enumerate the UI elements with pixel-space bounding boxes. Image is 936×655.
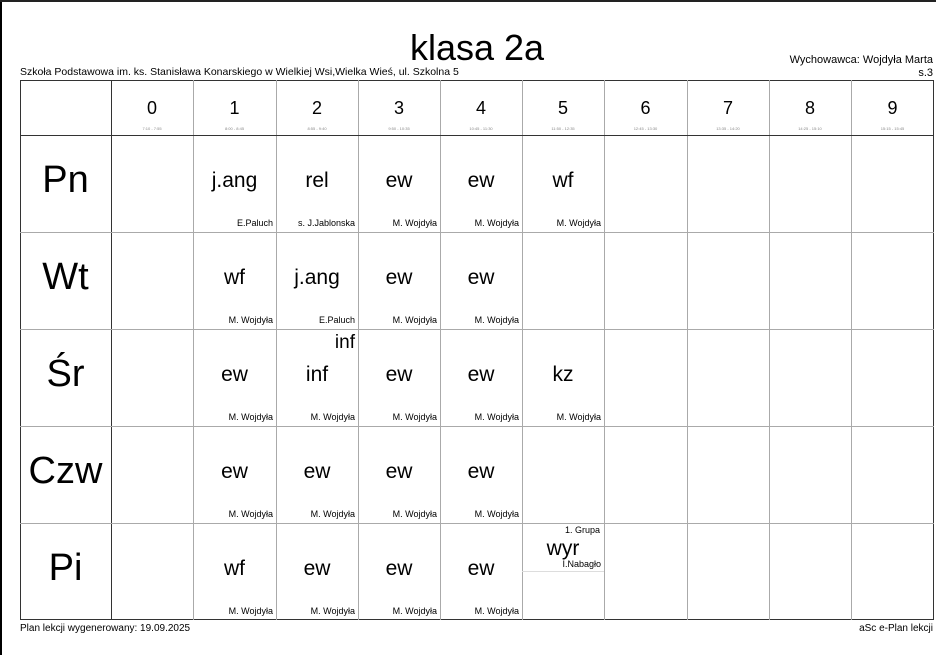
- lesson-teacher: M. Wojdyła: [556, 218, 601, 228]
- period-time: 14:25 - 15:10: [798, 126, 822, 131]
- lesson-subject: ew: [303, 460, 331, 483]
- lesson-cell[interactable]: [358, 329, 440, 426]
- period-header: [358, 80, 440, 135]
- period-time: 13:35 - 14:20: [716, 126, 740, 131]
- lesson-teacher: s. J.Jablonska: [297, 218, 355, 228]
- lesson-subject-extra: inf: [334, 332, 355, 353]
- lesson-cell[interactable]: [440, 135, 522, 232]
- lesson-cell[interactable]: [358, 426, 440, 523]
- lesson-subject: wf: [552, 169, 574, 192]
- lesson-cell[interactable]: [193, 329, 276, 426]
- period-header: [440, 80, 522, 135]
- lesson-teacher: E.Paluch: [318, 315, 355, 325]
- column-divider: [111, 80, 112, 620]
- column-divider: [851, 80, 852, 620]
- period-number: 4: [475, 98, 486, 118]
- lesson-teacher: M. Wojdyła: [392, 218, 437, 228]
- lesson-cell[interactable]: [193, 426, 276, 523]
- lesson-cell[interactable]: [440, 426, 522, 523]
- lesson-teacher: M. Wojdyła: [392, 606, 437, 616]
- period-header: [687, 80, 769, 135]
- period-time: 10:45 - 11:30: [469, 126, 493, 131]
- lesson-subject: ew: [385, 363, 413, 386]
- lesson-teacher: M. Wojdyła: [556, 412, 601, 422]
- lesson-cell[interactable]: [522, 329, 604, 426]
- lesson-cell[interactable]: [358, 232, 440, 329]
- tutor-name: Wychowawca: Wojdyła Marta: [789, 54, 933, 66]
- footer-brand: aSc e-Plan lekcji: [859, 623, 933, 634]
- lesson-subject: kz: [552, 363, 574, 386]
- period-number: 9: [887, 98, 898, 118]
- period-number: 8: [804, 98, 815, 118]
- period-number: 2: [311, 98, 322, 118]
- page-title: klasa 2a: [409, 27, 545, 68]
- period-number: 7: [722, 98, 733, 118]
- lesson-cell[interactable]: [440, 232, 522, 329]
- lesson-subject: ew: [385, 557, 413, 580]
- day-label: Wt: [42, 256, 89, 298]
- lesson-subject: ew: [467, 169, 495, 192]
- lesson-teacher: M. Wojdyła: [228, 315, 273, 325]
- page-frame-left: [0, 0, 2, 655]
- lesson-teacher: M. Wojdyła: [310, 412, 355, 422]
- lesson-teacher: M. Wojdyła: [228, 606, 273, 616]
- period-header: [111, 80, 193, 135]
- school-name: Szkoła Podstawowa im. ks. Stanisława Konarskiego w Wielkiej Wsi,Wielka Wieś, ul. Szkolna 5: [20, 66, 459, 78]
- lesson-subject: ew: [467, 266, 495, 289]
- column-divider: [769, 80, 770, 620]
- lesson-teacher: M. Wojdyła: [474, 218, 519, 228]
- period-time: 8:00 - 8:45: [224, 126, 245, 131]
- lesson-subject: ew: [303, 557, 331, 580]
- lesson-cell[interactable]: [440, 329, 522, 426]
- generated-date: Plan lekcji wygenerowany: 19.09.2025: [20, 623, 191, 634]
- lesson-subject: ew: [221, 363, 248, 386]
- lesson-cell[interactable]: [276, 135, 358, 232]
- period-header: [851, 80, 934, 135]
- lesson-subject: inf: [305, 363, 329, 386]
- lesson-subject: j.ang: [211, 169, 258, 192]
- day-label: Pi: [48, 547, 83, 589]
- period-header: [193, 80, 276, 135]
- lesson-cell[interactable]: [440, 523, 522, 620]
- split-divider: [522, 571, 604, 572]
- period-header: [604, 80, 687, 135]
- column-divider: [687, 80, 688, 620]
- lesson-teacher: I.Nabagło: [562, 559, 601, 569]
- period-number: 1: [229, 98, 240, 118]
- lesson-cell[interactable]: [358, 523, 440, 620]
- period-number: 3: [393, 98, 404, 118]
- period-header: [769, 80, 851, 135]
- day-label: Czw: [28, 450, 103, 492]
- page-frame-top: [0, 0, 936, 2]
- lesson-cell[interactable]: [193, 523, 276, 620]
- lesson-teacher: M. Wojdyła: [228, 509, 273, 519]
- period-time: 8:55 - 9:40: [307, 126, 327, 131]
- lesson-subject: ew: [467, 557, 495, 580]
- lesson-teacher: M. Wojdyła: [310, 606, 355, 616]
- lesson-subject: wyr: [546, 537, 580, 560]
- lesson-teacher: M. Wojdyła: [228, 412, 273, 422]
- lesson-teacher: M. Wojdyła: [474, 315, 519, 325]
- lesson-teacher: M. Wojdyła: [474, 606, 519, 616]
- lesson-cell[interactable]: [522, 135, 604, 232]
- lesson-subject: rel: [305, 169, 329, 192]
- lesson-teacher: M. Wojdyła: [392, 315, 437, 325]
- period-number: 6: [640, 98, 651, 118]
- period-time: 7:10 - 7:55: [142, 126, 162, 131]
- day-label: Pn: [42, 159, 89, 201]
- lesson-subject: j.ang: [294, 266, 340, 289]
- period-header: [522, 80, 604, 135]
- lesson-cell[interactable]: [193, 135, 276, 232]
- day-label: Śr: [46, 353, 85, 395]
- column-divider: [604, 80, 605, 620]
- lesson-cell[interactable]: [358, 135, 440, 232]
- lesson-subject: ew: [385, 266, 413, 289]
- lesson-teacher: M. Wojdyła: [474, 509, 519, 519]
- tutor-info: [790, 54, 933, 80]
- lesson-subject: ew: [385, 169, 413, 192]
- lesson-cell[interactable]: [276, 426, 358, 523]
- lesson-teacher: M. Wojdyła: [474, 412, 519, 422]
- lesson-subject: wf: [224, 266, 245, 289]
- lesson-cell[interactable]: [193, 232, 276, 329]
- lesson-teacher: M. Wojdyła: [392, 509, 437, 519]
- lesson-cell[interactable]: [522, 523, 604, 620]
- period-number: 0: [146, 98, 157, 118]
- lesson-cell[interactable]: [276, 232, 358, 329]
- lesson-subject: wf: [224, 557, 245, 580]
- period-time: 11:50 - 12:35: [551, 126, 575, 131]
- lesson-subject: ew: [467, 363, 495, 386]
- period-header: [276, 80, 358, 135]
- lesson-subject: ew: [467, 460, 495, 483]
- period-number: 5: [557, 98, 568, 118]
- lesson-cell[interactable]: [276, 329, 358, 426]
- lesson-cell[interactable]: [276, 523, 358, 620]
- period-time: 9:50 - 10:35: [388, 126, 410, 131]
- period-time: 12:45 - 13:30: [633, 126, 658, 131]
- period-time: 15:15 - 15:45: [880, 126, 905, 131]
- lesson-teacher: M. Wojdyła: [392, 412, 437, 422]
- lesson-teacher: E.Paluch: [236, 218, 273, 228]
- lesson-subject: ew: [221, 460, 248, 483]
- lesson-subject: ew: [385, 460, 413, 483]
- lesson-teacher: M. Wojdyła: [310, 509, 355, 519]
- room-label: s.3: [918, 67, 933, 79]
- group-label: 1. Grupa: [564, 525, 600, 535]
